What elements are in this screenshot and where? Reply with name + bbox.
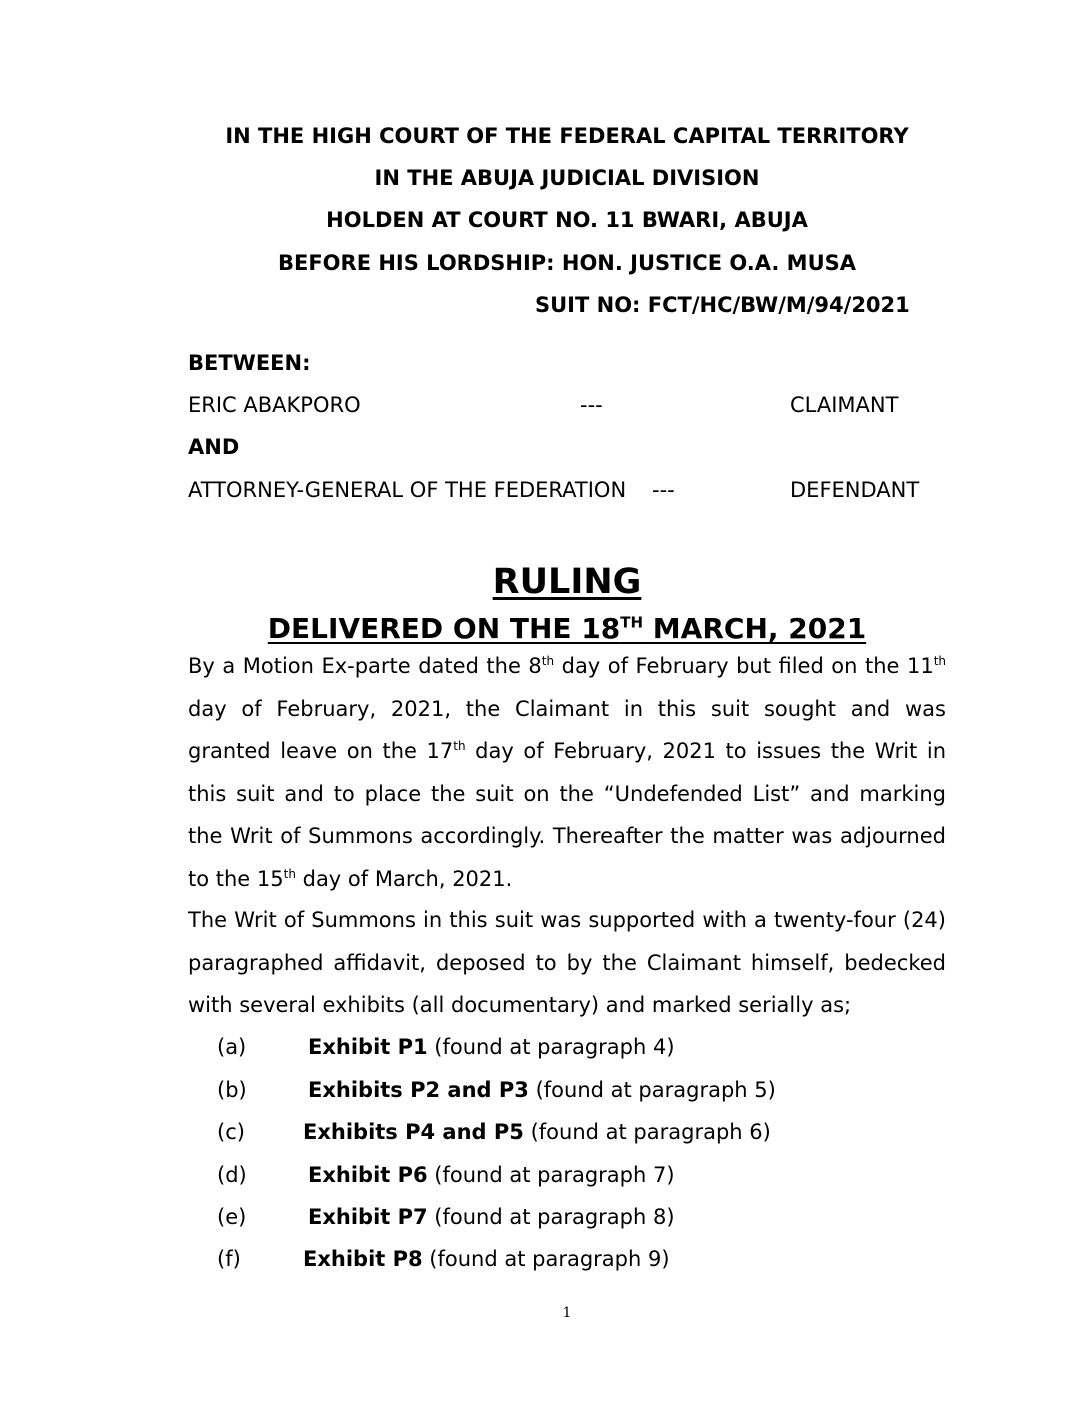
ruling-title: RULING [492,562,642,602]
claimant-separator: --- [580,393,603,417]
claimant-role: CLAIMANT [790,393,899,417]
court-location: HOLDEN AT COURT NO. 11 BWARI, ABUJA [326,208,808,232]
between-label: BETWEEN: [188,351,311,375]
judge-name: BEFORE HIS LORDSHIP: HON. JUSTICE O.A. MUSA [277,251,856,275]
paragraph-writ: The Writ of Summons in this suit was supported with a twenty-four (24) paragraphed affidavit, deposed to by the Claimant himself, bedecked with several exhibits (all documentary) and marked serially as; [188,908,946,1017]
and-label: AND [188,435,240,459]
court-name: IN THE HIGH COURT OF THE FEDERAL CAPITAL TERRITORY [225,124,909,148]
suit-number: SUIT NO: FCT/HC/BW/M/94/2021 [535,293,910,317]
judicial-division: IN THE ABUJA JUDICIAL DIVISION [374,166,760,190]
delivered-date: DELIVERED ON THE 18TH MARCH, 2021 [267,612,867,645]
page-number: 1 [562,1305,572,1321]
paragraph-motion: By a Motion Ex-parte dated the 8th day of February but filed on the 11th day of February, 2021, the Claimant in this suit sought and was granted leave on the 17th day of February, 2021 to issues the Writ in this suit and to place the suit on the “Undefended List” and marking the Writ of Summons accordingly. Thereafter the matter was adjourned to the 15th day of March, 2021. [188,654,946,891]
document-page: IN THE HIGH COURT OF THE FEDERAL CAPITAL TERRITORY IN THE ABUJA JUDICIAL DIVISION HOLDEN AT COURT NO. 11 BWARI, ABUJA BEFORE HIS LORDSHIP: HON. JUSTICE O.A. MUSA SUIT NO: FCT/HC/BW/M/94/2021 BETWEEN: ERIC ABAKPORO --- CLAIMANT AND ATTORNEY-GENERAL OF THE FEDERATION --- DEFENDANT RULING DELIVERED ON THE 18TH MARCH, 2021 By a Motion Ex-parte dated the 8th day of February but filed on the 11th day of February, 2021, the Claimant in this suit sought and was granted leave on the 17th day of February, 2021 to issues the Writ in this suit and to place the suit on the “Undefended List” and marking the Writ of Summons accordingly. Thereafter the matter was adjourned to the 15th day of March, 2021. The Writ of Summons in this suit was supported with a twenty-four (24) paragraphed affidavit, deposed to by the Claimant himself, bedecked with several exhibits (all documentary) and marked serially as; (a) Exhibit P1 (found at paragraph 4) (b) Exhibits P2 and P3 (found at paragraph 5) (c) Exhibits P4 and P5 (found at paragraph 6) (d) Exhibit P6 (found at paragraph 7) (e) Exhibit P7 (found at paragraph 8) (f) Exhibit P8 (found at paragraph 9) 1 [0,0,1088,1408]
claimant-name: ERIC ABAKPORO [188,393,361,417]
defendant-separator: --- [652,478,675,502]
defendant-role: DEFENDANT [790,478,920,502]
defendant-name: ATTORNEY-GENERAL OF THE FEDERATION [188,478,627,502]
